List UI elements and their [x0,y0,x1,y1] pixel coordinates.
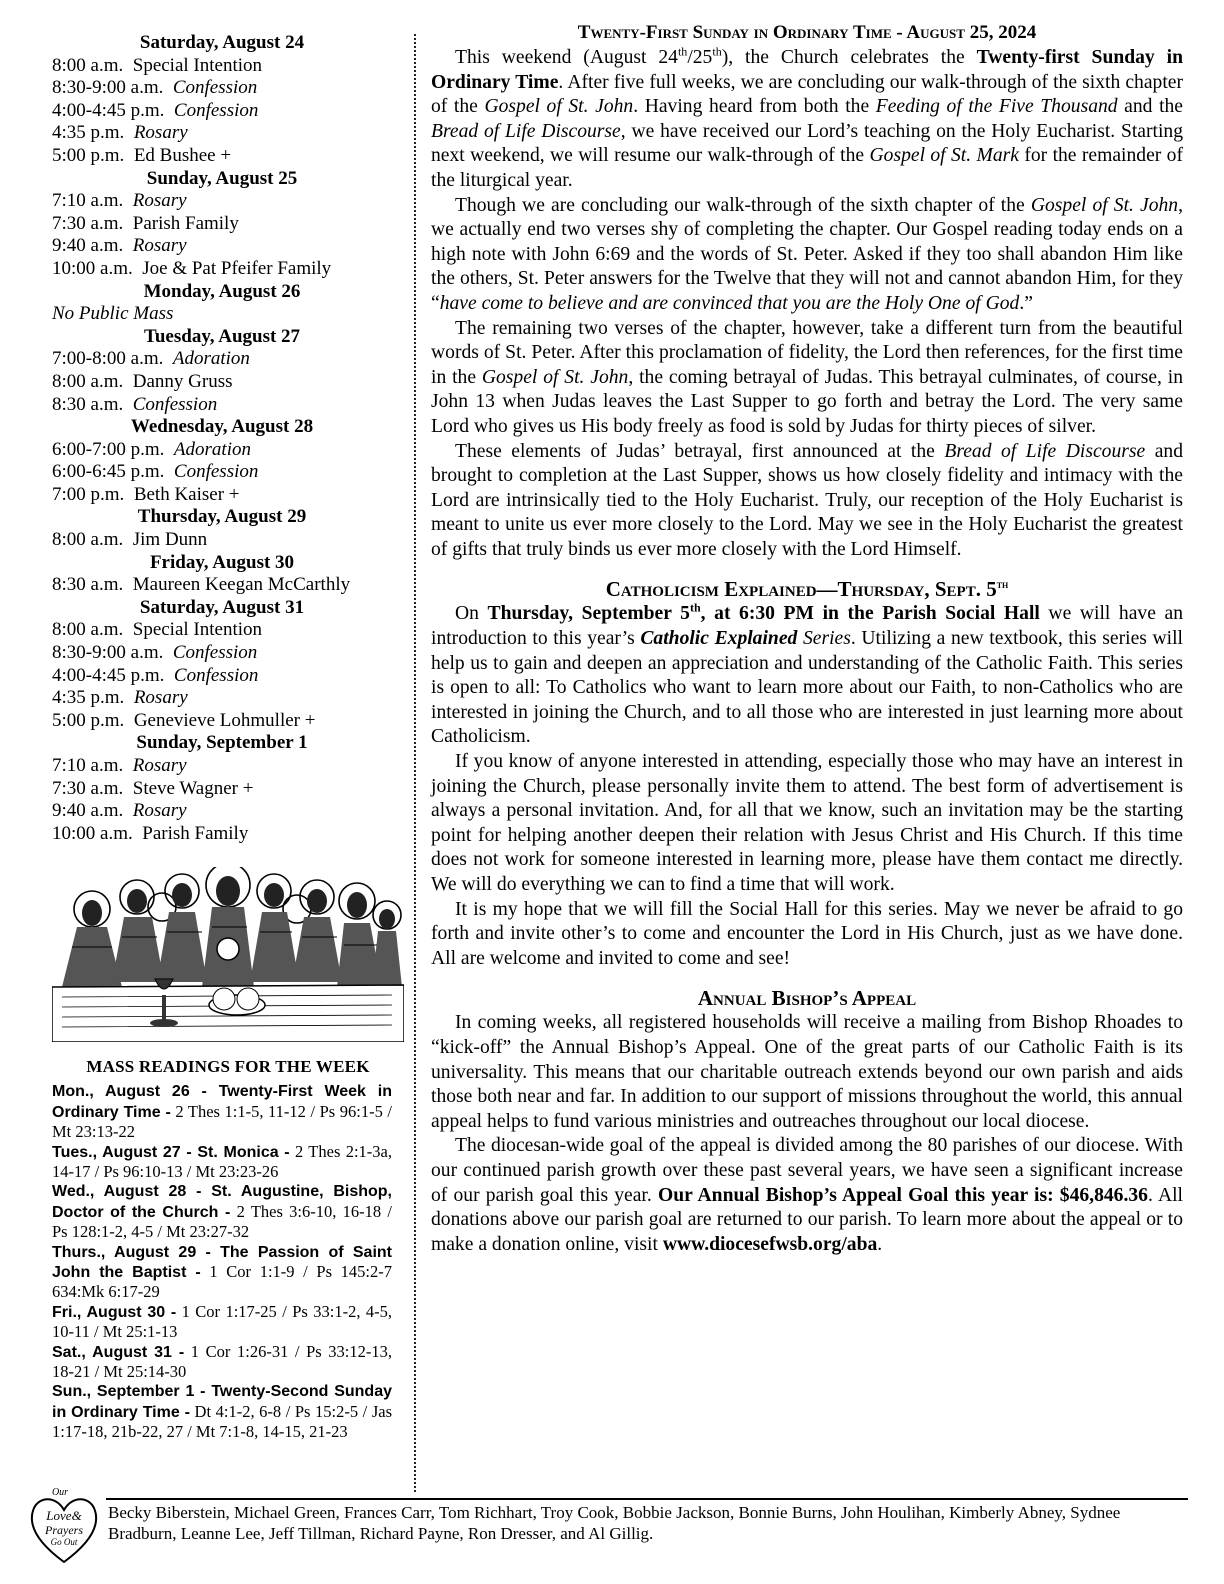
schedule-day-heading: Sunday, September 1 [136,732,308,754]
schedule-day-heading: Thursday, August 29 [137,506,307,528]
readings-title: MASS READINGS FOR THE WEEK [86,1057,370,1077]
mass-time: 10:00 a.m. [52,822,133,844]
paragraph-9: The diocesan-wide goal of the appeal is divided among the 80 parishes of our diocese. With our continued parish growth over these past several years, we have seen a significant increase of our parish goal this year. Our Annual Bishop’s Appeal Goal this year is: $46,846.36. All donations above our parish goal are returned to our parish. To learn more about the appeal or to make a donation online, visit www.diocesefwsb.org/aba. [431,1135,1183,1255]
appeal-url-link[interactable]: www.diocesefwsb.org/aba [662,1233,878,1255]
mass-time: 4:35 p.m. [52,122,125,144]
paragraph-3: The remaining two verses of the chapter, however, take a different turn from the beautiful words of St. Peter. After this proclamation of fidelity, the Lord then references, for the first time in the Gospel of St. John, the coming betrayal of Judas. This betrayal culminates, of course, in John 13 when Judas leaves the Last Supper to go forth and betray the Lord. The very same Lord who gives us His body freely as food is sold by Judas for thirty pieces of silver. [431,317,1183,437]
mass-time: 6:00-7:00 p.m. [52,438,165,460]
mass-intention: Rosary [132,235,187,257]
mass-entry [52,484,392,507]
mass-entry [52,122,392,145]
mass-time: 8:30 a.m. [52,393,124,415]
svg-text:Our: Our [51,1487,69,1498]
reading-day-label: Mon., August 26 - Twenty-First Week in Ordinary Time - [52,1083,392,1121]
reading-item [52,1342,392,1382]
mass-intention: Confession [173,664,259,686]
reading-day-label: Wed., August 28 - St. Augustine, Bishop, Doctor of the Church - [52,1183,392,1221]
mass-time: 7:10 a.m. [52,755,124,776]
mass-time: 9:40 a.m. [52,800,124,822]
mass-time: 7:00 p.m. [52,483,125,505]
mass-entry [52,574,392,597]
mass-time: 7:30 a.m. [52,212,124,234]
reading-references: 1 Cor 1:26-31 / Ps 33:12-13, 18-21 / Mt 25:14-30 [52,1341,392,1382]
reading-item [52,1302,392,1342]
schedule-day-heading: Sunday, August 25 [146,167,298,189]
mass-time: 10:00 a.m. [52,257,133,279]
mass-intention: Steve Wagner + [132,777,254,799]
mass-entry [52,823,392,846]
right-column [431,20,1183,1257]
reading-day-label: Fri., August 30 - [52,1303,177,1321]
mass-intention: Rosary [132,755,187,776]
mass-intention: Special Intention [132,619,263,641]
mass-time: 9:40 a.m. [52,235,124,257]
mass-intention: Rosary [132,190,187,212]
mass-intention: Confession [132,393,218,415]
mass-intention: Ed Bushee + [133,144,232,166]
mass-entry [52,371,392,394]
reading-references: 1 Cor 1:17-25 / Ps 33:1-2, 4-5, 10-11 / Mt 25:1-13 [52,1301,392,1342]
footer-rule [106,1498,1188,1500]
reading-item [52,1081,392,1141]
mass-time: 8:30-9:00 a.m. [52,77,164,99]
schedule-day-heading: Monday, August 26 [143,280,301,302]
left-column [52,32,392,1442]
love-prayers-logo-icon [24,1482,104,1572]
paragraph-8: In coming weeks, all registered households will receive a mailing from Bishop Rhoades to “kick-off” the Annual Bishop’s Appeal. One of the great parts of our Catholic Faith is its universality. This means that our charitable outreach extends beyond our own parish and aids those both near and far. In addition to our support of missions throughout the world, this annual appeal helps to fund various ministries and outreaches throughout our local diocese. [431,1012,1183,1132]
mass-intention: Adoration [172,348,250,370]
reading-item [52,1142,392,1182]
reading-references: 1 Cor 1:1-9 / Ps 145:2-7 634:Mk 6:17-29 [52,1262,393,1302]
mass-time: 4:00-4:45 p.m. [52,99,165,121]
mass-entry [52,394,392,417]
mass-entry [52,348,392,371]
mass-entry [52,190,392,213]
mass-time: 8:00 a.m. [52,54,124,76]
mass-entry [52,235,392,258]
paragraph-5: On Thursday, September 5th, at 6:30 PM in the Parish Social Hall we will have an introduction to this year’s Catholic Explained Series. Utilizing a new textbook, this series will help us to gain and deepen an appreciation and understanding of the Catholic Faith. This series is open to all: To Catholics who want to learn more about our Faith, to non-Catholics who are interested in joining the Church, and to all those who are interested in just learning more about Catholicism. [431,600,1183,748]
mass-time: 4:00-4:45 p.m. [52,664,165,686]
reading-references: 2 Thes 2:1-3a, 14-17 / Ps 96:10-13 / Mt 23:23-26 [52,1141,392,1181]
paragraph-4: These elements of Judas’ betrayal, first announced at the Bread of Life Discourse and brought to completion at the Last Supper, shows us how closely fidelity and intimacy with the Lord are intrinsically tied to the Holy Eucharist. Truly, our reception of the Holy Eucharist is meant to unite us ever more closely to the Lord. May we see in the Holy Eucharist the greatest of gifts that truly binds us ever more closely with the Lord Himself. [431,440,1183,560]
schedule-day-heading: Saturday, August 31 [139,596,305,618]
schedule-day-heading: Saturday, August 24 [139,32,305,53]
mass-entry [52,619,392,642]
mass-entry [52,258,392,281]
mass-intention: Maureen Keegan McCarthly [132,574,351,596]
mass-time: 6:00-6:45 p.m. [52,461,165,483]
svg-text:Go Out: Go Out [50,1537,78,1547]
mass-entry [52,642,392,665]
mass-intention: Beth Kaiser + [133,483,240,505]
mass-intention: Special Intention [132,54,263,76]
svg-text:Love&: Love& [46,1508,82,1523]
mass-intention: Parish Family [132,212,239,234]
mass-entry [52,100,392,123]
schedule-day-heading: Wednesday, August 28 [130,416,314,438]
mass-entry [52,145,392,168]
mass-time: 8:00 a.m. [52,619,124,641]
mass-entry [52,710,392,733]
mass-intention: Joe & Pat Pfeifer Family [142,257,332,279]
bishops-appeal-heading: Annual Bishop’s Appeal [697,986,917,1011]
mass-entry [52,778,392,801]
mass-intention: Rosary [133,687,188,709]
paragraph-1: This weekend (August 24th/25th), the Church celebrates the Twenty-first Sunday in Ordinary Time. After five full weeks, we are concluding our walk-through of the sixth chapter of the Gospel of St. John. Having heard from both the Feeding of the Five Thousand and the Bread of Life Discourse, we have received our Lord’s teaching on the Holy Eucharist. Starting next weekend, we will resume our walk-through of the Gospel of St. Mark for the remainder of the liturgical year. [431,44,1184,191]
paragraph-2: Though we are concluding our walk-through of the sixth chapter of the Gospel of St. John, we actually end two verses shy of completing the chapter. Our Gospel reading today ends on a high note with John 6:69 and the words of St. Peter. Asked if they too shall abandon Him like the others, St. Peter answers for the Twelve that they will not and cannot abandon Him, for they “have come to believe and are convinced that you are the Holy One of God.” [431,194,1183,314]
mass-intention: Confession [173,99,259,121]
reading-item [52,1381,392,1441]
mass-intention: Rosary [133,122,188,144]
mass-intention: Jim Dunn [132,529,208,551]
reading-item [52,1242,392,1302]
mass-entry [52,77,392,100]
mass-intention: No Public Mass [52,303,174,325]
mass-intention: Rosary [132,800,187,822]
mass-time: 7:00-8:00 a.m. [52,348,164,370]
schedule-day-heading: Friday, August 30 [149,551,295,573]
schedule-day-heading: Tuesday, August 27 [143,325,301,347]
mass-entry [52,55,392,78]
last-supper-illustration [52,867,404,1042]
mass-entry [52,800,392,823]
mass-intention: Parish Family [142,822,249,844]
svg-text:Prayers: Prayers [45,1523,83,1537]
reading-day-label: Tues., August 27 - St. Monica - [52,1143,290,1161]
sunday-heading: Twenty-First Sunday in Ordinary Time - August 25, 2024 [577,22,1037,43]
mass-intention: Confession [173,461,259,483]
mass-entry [52,461,392,484]
mass-intention: Confession [172,77,258,99]
prayer-list-names: Becky Biberstein, Michael Green, Frances Carr, Tom Richhart, Troy Cook, Bobbie Jackson, Bonnie Burns, John Houlihan, Kimberly Abney, Sydnee Bradburn, Leanne Lee, Jeff Tillman, Richard Payne, Ron Dresser, and Al Gillig. [108,1503,1121,1543]
mass-entry [52,213,392,236]
mass-entry [52,529,392,552]
mass-time: 8:30 a.m. [52,574,124,596]
mass-schedule [52,32,392,845]
mass-intention: Genevieve Lohmuller + [133,709,316,731]
mass-intention: Adoration [173,438,251,460]
mass-time: 7:10 a.m. [52,190,124,212]
mass-entry [52,303,392,326]
mass-entry [52,755,392,778]
paragraph-6: If you know of anyone interested in attending, especially those who may have an interest in joining the Church, please personally invite them to attend. The best form of advertisement is always a personal invitation. And, for all that we know, such an invitation may be the starting point for helping another deepen their relation with Jesus Christ and His Church. If this time does not work for someone interested in learning more, please have them contact me directly. We will do everything we can to find a time that will work. [431,751,1183,895]
mass-entry [52,687,392,710]
column-divider [414,34,416,1492]
mass-entry [52,439,392,462]
mass-time: 8:00 a.m. [52,529,124,551]
reading-day-label: Sat., August 31 - [52,1343,185,1361]
paragraph-7: It is my hope that we will fill the Social Hall for this series. May we never be afraid to go forth and invite other’s to come and encounter the Lord in His Church, just as we have done. All are welcome and invited to come and see! [431,898,1183,969]
reading-item [52,1181,392,1241]
mass-time: 5:00 p.m. [52,144,125,166]
catholicism-heading: Catholicism Explained—Thursday, Sept. 5th [605,577,1009,602]
reading-references: Dt 4:1-2, 6-8 / Ps 15:2-5 / Jas 1:17-18, 21b-22, 27 / Mt 7:1-8, 14-15, 21-23 [52,1401,392,1442]
reading-references: 2 Thes 1:1-5, 11-12 / Ps 96:1-5 / Mt 23:13-22 [52,1101,392,1142]
readings-list [52,1081,392,1441]
mass-intention: Confession [172,642,258,664]
mass-time: 8:30-9:00 a.m. [52,642,164,664]
reading-day-label: Thurs., August 29 - The Passion of Saint John the Baptist - [52,1243,392,1282]
mass-intention: Danny Gruss [132,370,233,392]
reading-day-label: Sun., September 1 - Twenty-Second Sunday in Ordinary Time - [52,1383,392,1421]
mass-entry [52,665,392,688]
mass-time: 5:00 p.m. [52,709,125,731]
reading-references: 2 Thes 3:6-10, 16-18 / Ps 128:1-2, 4-5 / Mt 23:27-32 [52,1201,392,1242]
mass-time: 4:35 p.m. [52,687,125,709]
mass-time: 8:00 a.m. [52,370,124,392]
mass-time: 7:30 a.m. [52,777,124,799]
